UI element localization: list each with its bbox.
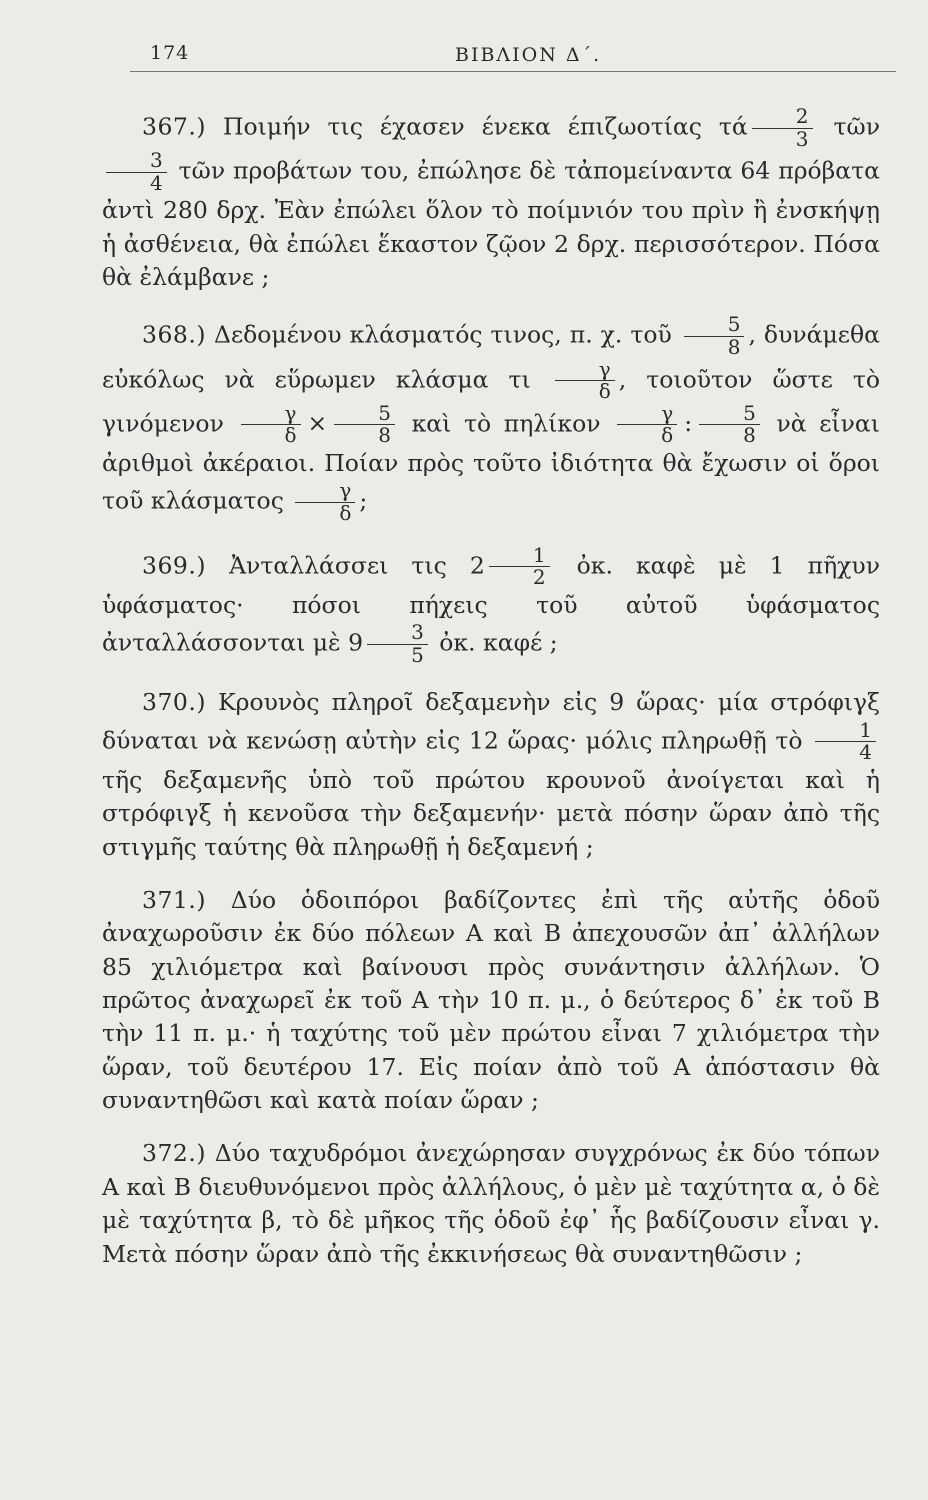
numerator: γ	[661, 400, 674, 425]
problem-text: τῶν	[833, 112, 880, 141]
fraction	[815, 717, 876, 765]
denominator: 8	[699, 424, 760, 447]
problem-text: Ποιμήν τις έχασεν ένεκα έπιζωοτίας τά	[223, 112, 748, 141]
numerator: 5	[743, 400, 756, 425]
denominator: 4	[106, 172, 167, 195]
fraction	[106, 150, 167, 194]
problem-367	[102, 106, 880, 294]
problem-text: ὀκ. καφὲ μὲ 1 πῆχυν ὑφάσματος· πόσοι πήχεις τοῦ αὐτοῦ ὑφάσματος ἀνταλλάσσονται μὲ 9	[102, 551, 880, 657]
page-body	[102, 106, 880, 1291]
denominator: 8	[334, 424, 395, 447]
problem-text: Δεδομένου κλάσματός τινος, π. χ. τοῦ	[213, 321, 672, 350]
quotient-expression	[613, 400, 764, 448]
denominator: δ	[295, 502, 355, 525]
problem-369	[102, 542, 880, 667]
fraction	[752, 106, 813, 150]
denominator: δ	[555, 380, 615, 403]
problem-370	[102, 686, 880, 864]
numerator: 5	[378, 400, 391, 425]
numerator: γ	[284, 400, 297, 425]
numerator: 1	[532, 542, 546, 567]
numerator: 3	[411, 620, 424, 645]
problem-text: Ἀνταλλάσσει τις 2	[229, 551, 485, 580]
page-header	[130, 42, 896, 72]
fraction	[334, 400, 395, 448]
problem-number: 371.)	[142, 885, 206, 914]
numerator: 1	[859, 717, 872, 742]
fraction	[699, 400, 760, 448]
problem-text: Δύο ταχυδρόμοι ἀνεχώρησαν συγχρόνως ἐκ δύο τόπων Α καὶ Β διευθυνόμενοι πρὸς ἀλλήλους, ὁ μὲν μὲ ταχύτητα α, ὁ δὲ μὲ ταχύτητα β, τὸ δὲ μῆκος τῆς ὁδοῦ ἐφ᾿ ἧς βαδίζουσιν εἶναι γ. Μετὰ πόσην ὥραν ἀπὸ τῆς ἐκκινήσεως θὰ συναντηθῶσιν ;	[102, 1139, 880, 1268]
problem-372	[102, 1137, 880, 1270]
denominator: 2	[489, 566, 550, 589]
fraction	[489, 542, 550, 590]
product-expression	[237, 400, 399, 448]
fraction	[684, 314, 745, 358]
fraction	[555, 356, 615, 404]
times-sign: ×	[307, 409, 328, 438]
denominator: 8	[684, 336, 745, 359]
problem-text: τῶν προβάτων του, ἐπώλησε δὲ τἀπομείναντα 64 πρόβατα ἀντὶ 280 δρχ. Ἐὰν ἐπώλει ὅλον τὸ ποίμνιόν του πρὶν ἢ ἐνσκήψῃ ἡ ἀσθένεια, θὰ ἐπώλει ἕκαστον ζῷον 2 δρχ. περισσότερον. Πόσα θὰ ἐλάμβανε ;	[102, 156, 880, 292]
header-rule	[130, 71, 896, 72]
problem-368	[102, 314, 880, 524]
problem-text: νὰ εἶναι ἀριθμοὶ ἀκέραιοι. Ποίαν πρὸς τοῦτο ἰδιότητα θὰ ἔχωσιν οἱ ὅροι τοῦ κλάσματος	[102, 409, 880, 515]
fraction	[617, 400, 677, 448]
problem-number: 370.)	[142, 688, 206, 717]
problem-number: 372.)	[142, 1139, 206, 1168]
problem-text: ὀκ. καφέ ;	[439, 628, 558, 657]
numerator: γ	[339, 478, 352, 503]
denominator: 4	[815, 741, 876, 764]
fraction	[367, 622, 428, 666]
fraction	[241, 400, 301, 448]
problem-text: , δυνάμεθα εὐκόλως νὰ εὕρωμεν κλάσμα τι	[102, 321, 880, 394]
numerator: 3	[150, 148, 163, 173]
denominator: δ	[241, 424, 301, 447]
numerator: 2	[795, 104, 809, 128]
problem-text: , τοιοῦτον ὥστε τὸ γινόμενον	[102, 365, 880, 438]
denominator: 5	[367, 644, 428, 667]
problem-371	[102, 884, 880, 1118]
running-title: ΒΙΒΛΙΟΝ Δ΄.	[455, 44, 602, 66]
problem-text: Δύο ὁδοιπόροι βαδίζοντες ἐπὶ τῆς αὐτῆς ὁδοῦ ἀναχωροῦσιν ἐκ δύο πόλεων Α καὶ Β ἀπεχουσῶν ἀπ᾿ ἀλλήλων 85 χιλιόμετρα καὶ βαίνουσι πρὸς συνάντησιν ἀλλήλων. Ὁ πρῶτος ἀναχωρεῖ ἐκ τοῦ Α τὴν 10 π. μ., ὁ δεύτερος δ᾿ ἐκ τοῦ Β τὴν 11 π. μ.· ἡ ταχύτης τοῦ μὲν πρώτου εἶναι 7 χιλιόμετρα τὴν ὥραν, τοῦ δευτέρου 17. Εἰς ποίαν ἀπὸ τοῦ Α ἀπόστασιν θὰ συναντηθῶσι καὶ κατὰ ποίαν ὥραν ;	[102, 885, 880, 1115]
denominator: δ	[617, 424, 677, 447]
denominator: 3	[752, 128, 813, 151]
problem-text: καὶ τὸ πηλίκον	[411, 409, 601, 438]
problem-text: Κρουνὸς πληροῖ δεξαμενὴν εἰς 9 ὥρας· μία στρόφιγξ δύναται νὰ κενώσῃ αὐτὴν εἰς 12 ὥρας· μόλις πληρωθῇ τὸ	[102, 688, 880, 755]
page-number: 174	[150, 42, 190, 64]
numerator: 5	[727, 312, 741, 337]
problem-number: 368.)	[142, 321, 206, 350]
problem-text: τῆς δεξαμενῆς ὑπὸ τοῦ πρώτου κρουνοῦ ἀνοίγεται καὶ ἡ στρόφιγξ ἡ κενοῦσα τὴν δεξαμενήν· μετὰ πόσην ὥραν ἀπὸ τῆς στιγμῆς ταύτης θὰ πληρωθῇ ἡ δεξαμενή ;	[102, 765, 880, 861]
problem-text: ;	[359, 486, 368, 515]
problem-number: 367.)	[142, 112, 206, 141]
division-sign: :	[684, 409, 693, 438]
problem-number: 369.)	[142, 551, 206, 580]
numerator: γ	[598, 356, 611, 381]
fraction	[295, 480, 355, 524]
